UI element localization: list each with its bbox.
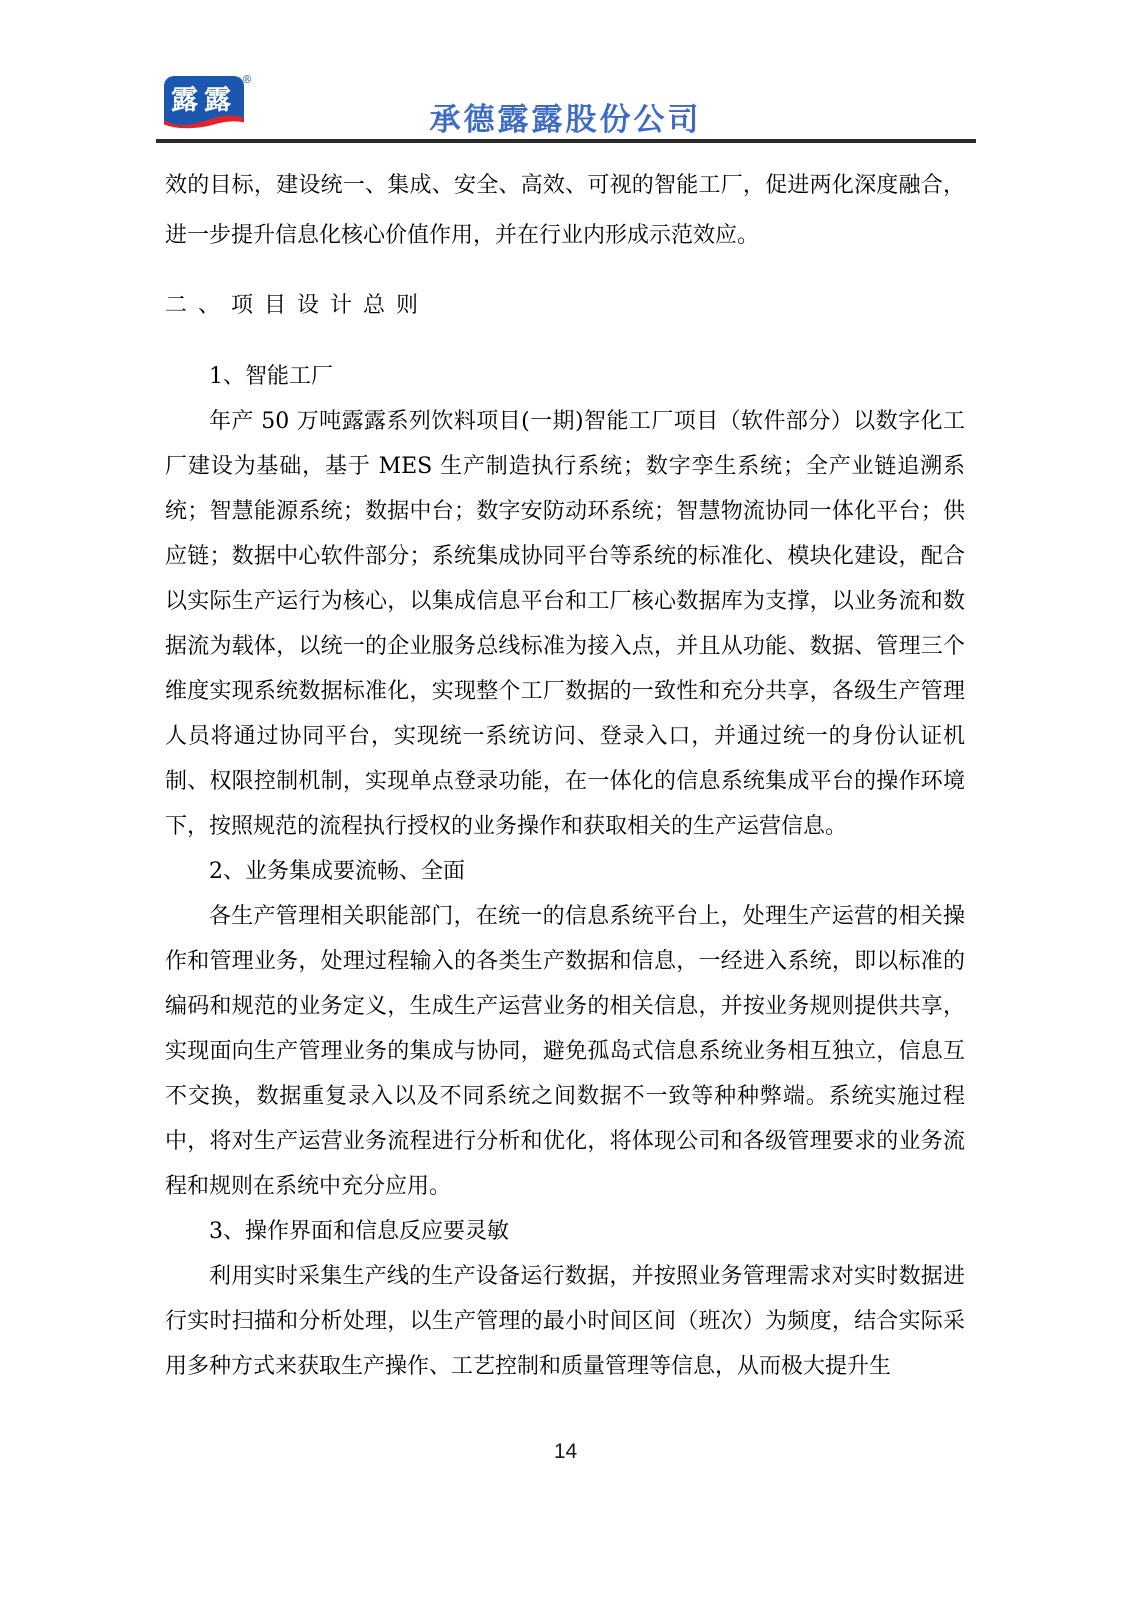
section-heading: 二、项目设计总则 xyxy=(165,293,430,318)
paragraph-continued: 效的目标，建设统一、集成、安全、高效、可视的智能工厂，促进两化深度融合，进一步提升信息化核心价值作用，并在行业内形成示范效应。 xyxy=(165,173,965,248)
subheading-1: 1、智能工厂 xyxy=(209,364,333,389)
registered-mark: ® xyxy=(241,73,253,86)
document-body xyxy=(165,161,965,1389)
logo-text: 露露 xyxy=(171,85,237,116)
subheading-3: 3、操作界面和信息反应要灵敏 xyxy=(209,1219,509,1244)
header-rule-line xyxy=(156,139,976,143)
page-number: 14 xyxy=(553,1440,578,1463)
paragraph-3: 利用实时采集生产线的生产设备运行数据，并按照业务管理需求对实时数据进行实时扫描和分析处理，以生产管理的最小时间区间（班次）为频度，结合实际采用多种方式来获取生产操作、工艺控制和质量管理等信息，从而极大提升生 xyxy=(165,1264,965,1379)
paragraph-1: 年产 50 万吨露露系列饮料项目(一期)智能工厂项目（软件部分）以数字化工厂建设为基础，基于 MES 生产制造执行系统；数字孪生系统；全产业链追溯系统；智慧能源系统；数据中台；数字安防动环系统；智慧物流协同一体化平台；供应链；数据中心软件部分；系统集成协同平台等系统的标准化、模块化建设，配合以实际生产运行为核心，以集成信息平台和工厂核心数据库为支撑，以业务流和数据流为载体，以统一的企业服务总线标准为接入点，并且从功能、数据、管理三个维度实现系统数据标准化，实现整个工厂数据的一致性和充分共享，各级生产管理人员将通过协同平台，实现统一系统访问、登录入口，并通过统一的身份认证机制、权限控制机制，实现单点登录功能，在一体化的信息系统集成平台的操作环境下，按照规范的流程执行授权的业务操作和获取相关的生产运营信息。 xyxy=(165,409,965,839)
paragraph-2: 各生产管理相关职能部门，在统一的信息系统平台上，处理生产运营的相关操作和管理业务，处理过程输入的各类生产数据和信息，一经进入系统，即以标准的编码和规范的业务定义，生成生产运营业务的相关信息，并按业务规则提供共享，实现面向生产管理业务的集成与协同，避免孤岛式信息系统业务相互独立，信息互不交换，数据重复录入以及不同系统之间数据不一致等种种弊端。系统实施过程中，将对生产运营业务流程进行分析和优化，将体现公司和各级管理要求的业务流程和规则在系统中充分应用。 xyxy=(165,904,965,1199)
subheading-2: 2、业务集成要流畅、全面 xyxy=(209,859,465,884)
company-name-title: 承德露露股份公司 xyxy=(429,102,702,137)
